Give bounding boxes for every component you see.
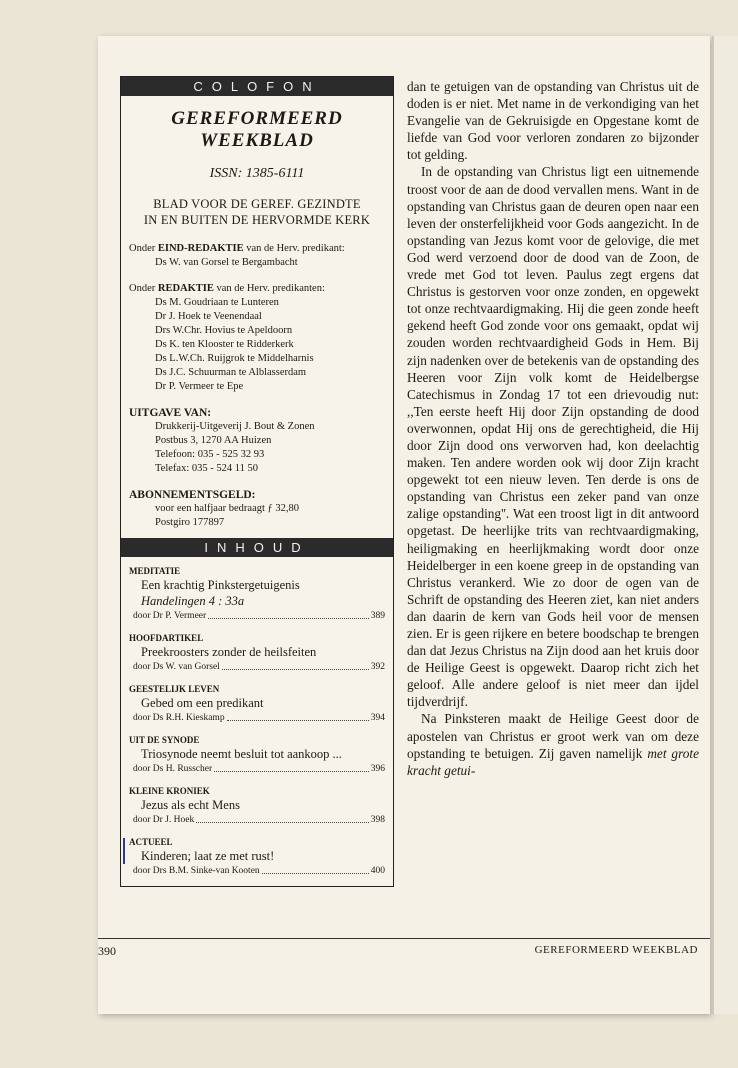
colofon-box	[120, 76, 394, 887]
eind-redactie	[121, 242, 393, 270]
article-emphasis: met grote kracht getui-	[407, 745, 699, 778]
toc-title: Een krachtig Pinkstergetuigenis	[141, 578, 300, 592]
toc-category: KLEINE KRONIEK	[129, 786, 210, 796]
redactie-member: Dr J. Hoek te Veenendaal	[155, 311, 262, 322]
article-paragraph: In de opstanding van Christus ligt een uitnemende troost voor de aan de dood vervallen mens. Want in de opstanding van Christus gaan de deuren open naar een leven der onsterfelijkheid voor Gods aangezicht. In de opstanding van Jezus komt voor de gelovige, die met God werd verzoend door de dood van de Zoon, de vrede met God tot leven. Paulus zegt ergens dat Christus is gestorven voor onze zonden, en opgewekt tot onze rechtvaardigmaking. Hij die geen zonde heeft gekend heeft God zonde voor ons gemaakt, opdat wij zouden worden rechtvaardigheid Gods in Hem. Bij zijn nadenken over de betekenis van de opstanding des Heeren voor Zijn volk komt de Heidelbergse Catechismus in Zondag 17 tot een drievoudig nut: ,,Ten eerste heeft Hij door Zijn opstanding de dood overwonnen, opdat Hij ons de gerechtigheid, die Hij door Zijn dood ons verworven had, kon deelachtig maken. Ten andere worden ook wij door Zijn kracht opgewekt tot een nieuw leven. Ten derde is ons de opstanding van Christus een zeker pand van onze zalige opstanding''. Wat een troost ligt in dit antwoord opgetast. De heerlijke trits van rechtvaardigmaking, heiligmaking en heerlijkmaking wordt door onze Heidelberger in een koene greep in de opstanding van Christus verankerd. Wie zo door de ogen van de Schrift de opstanding des Heeren ziet, kan niet anders dan daarin de kern van Gods heil voor de mensen zien. Er is geen rijkere en betere boodschap te brengen dan dat Jezus Christus na Zijn dood aan het kruis door de Heilige Geest is opgewekt. Daarop richt zich het geloof. Alle andere geloof is niet meer dan ijdel tijdverdrijf.	[407, 164, 699, 710]
toc-byline	[129, 711, 385, 725]
toc-page: 394	[370, 713, 385, 723]
masthead-line1: GEREFORMEERD	[171, 108, 343, 129]
toc-author: door Dr J. Hoek	[133, 815, 195, 825]
toc-page: 392	[370, 662, 385, 672]
magazine-page	[98, 36, 710, 1014]
redactie-member: Ds J.C. Schuurman te Alblasserdam	[155, 367, 307, 378]
article-column	[407, 78, 699, 779]
masthead	[121, 108, 393, 152]
article-paragraph: dan te getuigen van de opstanding van Christus uit de doden is er niet. Met name in de verkondiging van het Evangelie van de Gekruisigde en Opgestane komt de liefde van God voor verloren zondaren zo bijzonder tot gelding.	[407, 79, 699, 163]
subtitle-line2: IN EN BUITEN DE HERVORMDE KERK	[143, 213, 371, 227]
toc-page: 389	[370, 611, 385, 621]
toc-page: 398	[370, 815, 385, 825]
toc-title: Kinderen; laat ze met rust!	[141, 849, 275, 863]
toc-page: 400	[370, 866, 385, 876]
red-intro-b: van de Herv. predikanten:	[213, 283, 325, 294]
toc-author: door Ds H. Russcher	[133, 764, 213, 774]
uitgave-line: Telefoon: 035 - 525 32 93	[155, 449, 265, 460]
eind-intro-b: van de Herv. predikant:	[243, 243, 345, 254]
toc-subtitle: Handelingen 4 : 33a	[141, 594, 245, 608]
toc-leader	[208, 609, 369, 619]
toc-page: 396	[370, 764, 385, 774]
subtitle-line1: BLAD VOOR DE GEREF. GEZINDTE	[153, 197, 361, 211]
redactie-member: Drs W.Chr. Hovius te Apeldoorn	[155, 325, 293, 336]
toc-category: UIT DE SYNODE	[129, 735, 200, 745]
article-paragraph	[407, 710, 699, 778]
toc-title: Preekroosters zonder de heilsfeiten	[141, 645, 317, 659]
toc-author: door Dr P. Vermeer	[133, 611, 207, 621]
toc-item[interactable]	[129, 734, 385, 776]
toc-item[interactable]	[129, 565, 385, 623]
toc-item[interactable]	[129, 785, 385, 827]
footer-rule	[98, 938, 710, 939]
toc-category: GEESTELIJK LEVEN	[129, 684, 220, 694]
toc-byline	[129, 813, 385, 827]
inhoud-header: INHOUD	[121, 538, 393, 557]
article-text: Na Pinksteren maakt de Heilige Geest door de apostelen van Christus er groot werk van om deze opstanding te betuigen. Zij gaven namelijk	[407, 711, 699, 761]
eind-redactie-name: Ds W. van Gorsel te Bergambacht	[155, 257, 298, 268]
table-of-contents	[121, 557, 393, 886]
toc-author: door Ds W. van Gorsel	[133, 662, 220, 672]
toc-item[interactable]	[129, 836, 385, 878]
subtitle	[121, 196, 393, 228]
abonnement	[121, 488, 393, 530]
eind-redactie-intro	[129, 242, 393, 256]
abonnement-line: Postgiro 177897	[155, 517, 225, 528]
abonnement-line: voor een halfjaar bedraagt ƒ 32,80	[155, 503, 300, 514]
redactie-intro	[129, 282, 393, 296]
toc-byline	[129, 864, 385, 878]
toc-leader	[222, 660, 369, 670]
red-intro-a: Onder	[129, 283, 158, 294]
uitgave	[121, 406, 393, 476]
abonnement-label: ABONNEMENTSGELD:	[129, 489, 256, 501]
toc-byline	[129, 609, 385, 623]
toc-category: ACTUEEL	[129, 837, 173, 847]
toc-leader	[196, 813, 369, 823]
toc-leader	[262, 864, 369, 874]
issn: ISSN: 1385-6111	[209, 166, 305, 181]
redactie-member: Ds M. Goudriaan te Lunteren	[155, 297, 279, 308]
toc-title: Jezus als echt Mens	[141, 798, 240, 812]
toc-leader	[214, 762, 369, 772]
uitgave-line: Drukkerij-Uitgeverij J. Bout & Zonen	[155, 421, 315, 432]
toc-category: HOOFDARTIKEL	[129, 633, 204, 643]
eind-intro-a: Onder	[129, 243, 158, 254]
facing-page-edge	[712, 36, 738, 1014]
masthead-line2: WEEKBLAD	[200, 130, 314, 151]
toc-author: door Drs B.M. Sinke-van Kooten	[133, 866, 260, 876]
redactie-member: Ds K. ten Klooster te Ridderkerk	[155, 339, 294, 350]
uitgave-line: Postbus 3, 1270 AA Huizen	[155, 435, 272, 446]
toc-author: door Ds R.H. Kieskamp	[133, 713, 225, 723]
eind-label: EIND-REDAKTIE	[157, 243, 244, 254]
toc-category: MEDITATIE	[129, 566, 181, 576]
pen-mark	[123, 838, 125, 864]
colofon-header: COLOFON	[121, 77, 393, 96]
uitgave-line: Telefax: 035 - 524 11 50	[155, 463, 258, 474]
toc-byline	[129, 762, 385, 776]
toc-title: Triosynode neemt besluit tot aankoop ...	[141, 747, 342, 761]
running-title: GEREFORMEERD WEEKBLAD	[534, 944, 698, 956]
uitgave-label: UITGAVE VAN:	[129, 407, 212, 419]
toc-item[interactable]	[129, 632, 385, 674]
redactie-label: REDAKTIE	[157, 283, 214, 294]
redactie-member: Dr P. Vermeer te Epe	[155, 381, 244, 392]
redactie-member: Ds L.W.Ch. Ruijgrok te Middelharnis	[155, 353, 314, 364]
toc-leader	[227, 711, 369, 721]
page-number: 390	[98, 944, 116, 958]
toc-item[interactable]	[129, 683, 385, 725]
redactie	[121, 282, 393, 394]
toc-title: Gebed om een predikant	[141, 696, 264, 710]
toc-byline	[129, 660, 385, 674]
